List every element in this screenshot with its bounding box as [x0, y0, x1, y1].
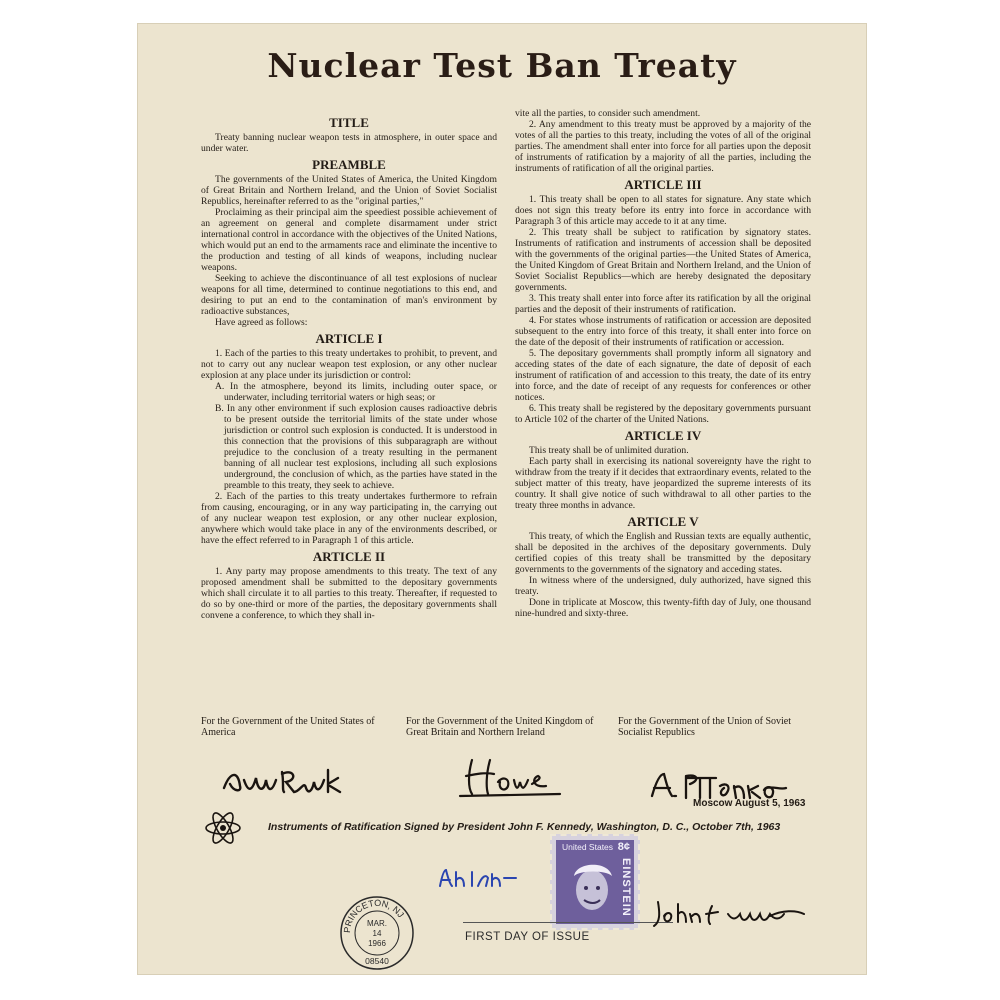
ussr-government-label: For the Government of the Union of Soviet Socialist Republics: [618, 716, 792, 738]
right-column: [515, 108, 811, 619]
treaty-paragraph: 4. For states whose instruments of ratification or accession are deposited subsequent to the entry into force of this treaty, it shall enter into force on the date of the deposit of their instruments of ratification or accession.: [515, 315, 811, 348]
section-heading: ARTICLE II: [312, 549, 386, 564]
atom-icon: [203, 808, 243, 848]
stamp-denomination: 8¢: [617, 841, 630, 853]
stamp-image: [556, 840, 634, 924]
treaty-paragraph: 3. This treaty shall enter into force after its ratification by all the original parties and the deposit of their instruments of ratification.: [515, 293, 811, 315]
postmark-month: MAR.: [367, 919, 387, 928]
treaty-paragraph: Treaty banning nuclear weapon tests in atmosphere, in outer space and under water.: [201, 132, 497, 154]
treaty-subparagraph: A. In the atmosphere, beyond its limits, including outer space, or underwater, including territorial waters or high seas; or: [215, 381, 497, 403]
postmark-zip: 08540: [365, 956, 389, 966]
treaty-paragraph: This treaty shall be of unlimited duration.: [529, 445, 689, 456]
cachet-signature-blue: [434, 864, 524, 894]
einstein-stamp: [550, 834, 640, 930]
gromyko-signature: [646, 768, 796, 802]
treaty-paragraph: 6. This treaty shall be registered by the depositary governments pursuant to Article 102 of the charter of the United Nations.: [515, 403, 811, 425]
treaty-paragraph: Proclaiming as their principal aim the speediest possible achievement of an agreement on general and complete disarmament under strict international control in accordance with the objectives of the United Nations, which would put an end to the armaments race and eliminate the incentive to the production and testing of all kinds of weapons, including nuclear weapons.: [201, 207, 497, 273]
moscow-date: Moscow August 5, 1963: [693, 798, 806, 809]
first-day-of-issue: FIRST DAY OF ISSUE: [465, 931, 590, 943]
treaty-document: [138, 24, 866, 974]
section-heading: TITLE: [329, 115, 369, 130]
treaty-paragraph: 1. This treaty shall be open to all states for signature. Any state which does not sign this treaty before its entry into force in accordance with Paragraph 3 of this article may accede to it at any time.: [515, 194, 811, 227]
rusk-signature: [220, 762, 360, 798]
treaty-paragraph: Each party shall in exercising its national sovereignty have the right to withdraw from the treaty if it decides that extraordinary events, related to the subject matter of this treaty, have jeopardized the supreme interests of its country. It shall give notice of such withdrawal to all other parties to the treaty three months in advance.: [515, 456, 811, 511]
home-signature: [456, 754, 576, 800]
stamp-name: EINSTEIN: [620, 858, 632, 917]
section-heading: ARTICLE I: [315, 331, 383, 346]
treaty-paragraph: 5. The depositary governments shall promptly inform all signatory and acceding states of the date of each signature, the date of deposit of each instrument of ratification of and accession to this treaty, the date of its entry into force, and the date of receipt of any requests for conferences or other notices.: [515, 348, 811, 403]
treaty-subparagraph: B. In any other environment if such explosion causes radioactive debris to be present outside the territorial limits of the state under whose jurisdiction or control such explosion is conducted. It is understood in this connection that the provisions of this subparagraph are without prejudice to the conclusion of a treaty resulting in the permanent banning of all nuclear test explosions, including all such explosions underground, the conclusion of which, as the parties have stated in the preamble to this treaty, they seek to achieve.: [215, 403, 497, 491]
uk-government-label: For the Government of the United Kingdom of Great Britain and Northern Ireland: [406, 716, 594, 738]
section-heading: ARTICLE III: [624, 177, 702, 192]
treaty-paragraph: 2. This treaty shall be subject to ratification by signatory states. Instruments of ratification and instruments of accession shall be deposited with the governments of the original parties—the United States of America, the United Kingdom of Great Britain and Northern Ireland, and the Union of Soviet Socialist Republics—which are hereby designated the depositary governments.: [515, 227, 811, 293]
us-government-label: For the Government of the United States of America: [201, 716, 375, 738]
treaty-paragraph: 1. Each of the parties to this treaty undertakes to prohibit, to prevent, and not to carry out any nuclear weapon test explosion, or any other nuclear explosion at any place under its jurisdiction or control:: [201, 348, 497, 381]
kennedy-signature: [650, 892, 810, 932]
section-heading: ARTICLE IV: [624, 428, 702, 443]
treaty-paragraph: vite all the parties, to consider such amendment.: [515, 108, 701, 119]
treaty-paragraph: Done in triplicate at Moscow, this twenty-fifth day of July, one thousand nine-hundred and sixty-three.: [515, 597, 811, 619]
section-heading: ARTICLE V: [627, 514, 699, 529]
treaty-paragraph: Seeking to achieve the discontinuance of all test explosions of nuclear weapons for all time, determined to continue negotiations to this end, and desiring to put an end to the contamination of man's environment by radioactive substances,: [201, 273, 497, 317]
stamp-country: United States: [562, 842, 614, 852]
section-heading: PREAMBLE: [312, 157, 386, 172]
treaty-paragraph: Have agreed as follows:: [215, 317, 308, 328]
treaty-paragraph: 2. Each of the parties to this treaty undertakes furthermore to refrain from causing, encouraging, or in any way participating in, the carrying out of any nuclear weapon test explosion, or any other nuclear explosion, anywhere which would take place in any of the environments described, or have the effect referred to in Paragraph 1 of this article.: [201, 491, 497, 546]
ratification-caption: Instruments of Ratification Signed by President John F. Kennedy, Washington, D. C., October 7th, 1963: [268, 821, 781, 833]
treaty-paragraph: This treaty, of which the English and Russian texts are equally authentic, shall be deposited in the archives of the depositary governments. Duly certified copies of this treaty shall be transmitted by the depositary governments to the governments of the signatory and acceding states.: [515, 531, 811, 575]
treaty-paragraph: In witness where of the undersigned, duly authorized, have signed this treaty.: [515, 575, 811, 597]
treaty-paragraph: 2. Any amendment to this treaty must be approved by a majority of the votes of all the parties to this treaty, including the votes of all of the original parties. The amendment shall enter into force for all parties upon the deposit of instruments of ratification by a majority of all the parties, including the instruments of ratification of all the original parties.: [515, 119, 811, 174]
treaty-paragraph: 1. Any party may propose amendments to this treaty. The text of any proposed amendment shall be submitted to the depositary governments which shall circulate it to all parties to this treaty. Thereafter, if requested to do so by one-third or more of the parties, the depositary governments shall convene a conference, to which they shall in-: [201, 566, 497, 621]
princeton-postmark: [338, 894, 416, 972]
left-column: [201, 112, 497, 621]
postmark-day: 14: [372, 929, 382, 938]
treaty-paragraph: The governments of the United States of America, the United Kingdom of Great Britain and Northern Ireland, and the Union of Soviet Socialist Republics, hereinafter referred to as the "original parties,": [201, 174, 497, 207]
document-title: Nuclear Test Ban Treaty: [267, 46, 737, 85]
postmark-city: PRINCETON, NJ: [341, 897, 406, 934]
postmark-year: 1966: [368, 939, 386, 948]
cachet-rule: [463, 922, 673, 923]
einstein-portrait: [562, 856, 622, 916]
